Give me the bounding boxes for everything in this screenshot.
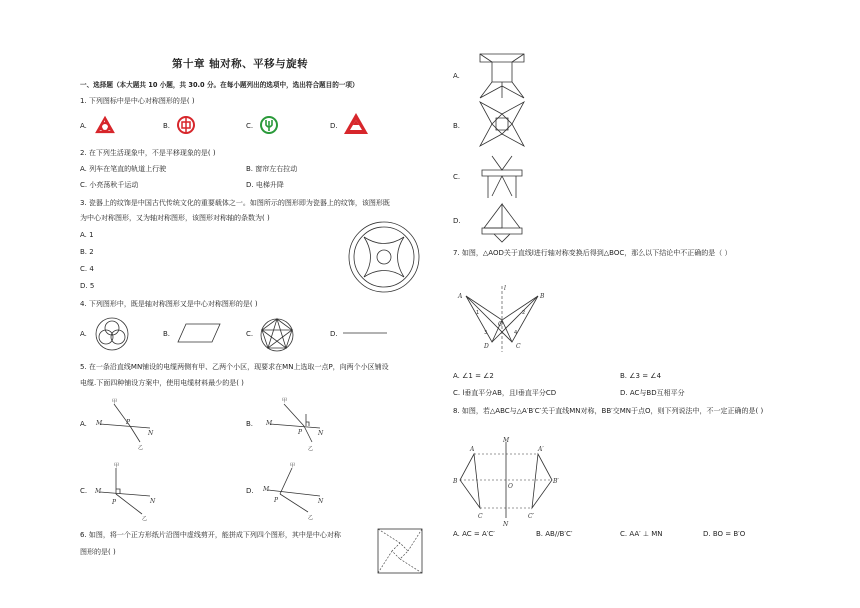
q3-option-d[interactable]: D. 5 — [80, 282, 95, 290]
q5-option-d[interactable]: D. — [246, 487, 254, 495]
q7-stem: 7. 如图，△AOD关于直线l进行轴对称变换后得到△BOC，那么以下结论中不正确的是（ ） — [453, 249, 732, 257]
q6-stem-line2: 图形的是( ) — [80, 548, 116, 556]
svg-text:4: 4 — [514, 330, 518, 336]
q5-stem-line1: 5. 在一条沿直线MN铺设的电缆两侧有甲、乙两个小区，现要求在MN上选取一点P，向两个小区铺设 — [80, 363, 389, 371]
svg-text:A: A — [470, 446, 475, 453]
q2-option-b[interactable]: B. 窗帘左右拉动 — [246, 165, 298, 173]
q4-pentagon-star-figure — [258, 315, 296, 353]
svg-text:N: N — [318, 498, 324, 505]
q6-figure-c — [478, 152, 526, 200]
svg-text:M: M — [266, 420, 273, 427]
q6-stem-line1: 6. 如图，将一个正方形纸片沿图中虚线剪开，能拼成下列四个图形，其中是中心对称 — [80, 531, 341, 539]
svg-text:A′: A′ — [538, 446, 544, 453]
q4-parallelogram-figure — [176, 322, 222, 344]
q7-option-c[interactable]: C. l垂直平分AB，且l垂直平分CD — [453, 389, 557, 397]
svg-text:O: O — [498, 321, 503, 328]
svg-text:C: C — [478, 513, 483, 520]
q1-option-d[interactable]: D. — [330, 122, 338, 130]
q5-option-a[interactable]: A. — [80, 420, 87, 428]
q7-option-b[interactable]: B. ∠3 = ∠4 — [620, 372, 662, 380]
q5-figure-b — [262, 396, 332, 452]
q4-option-b[interactable]: B. — [163, 330, 171, 338]
q6-figure-b — [478, 100, 526, 148]
svg-text:M: M — [96, 420, 103, 427]
q8-stem: 8. 如图，若△ABC与△A′B′C′关于直线MN对称，BB′交MN于点O，则下列说法中，不一定正确的是( ) — [453, 407, 764, 415]
svg-text:P: P — [274, 497, 279, 504]
svg-text:O: O — [508, 483, 513, 490]
svg-text:N: N — [148, 430, 154, 437]
svg-text:甲: 甲 — [282, 398, 288, 404]
q4-option-c[interactable]: C. — [246, 330, 254, 338]
q4-option-d[interactable]: D. — [330, 330, 338, 338]
svg-text:B: B — [453, 478, 458, 485]
svg-text:D: D — [484, 343, 489, 350]
svg-text:P: P — [298, 429, 303, 436]
q6-option-c[interactable]: C. — [453, 173, 461, 181]
q3-option-b[interactable]: B. 2 — [80, 248, 94, 256]
q1-option-c[interactable]: C. — [246, 122, 254, 130]
svg-text:甲: 甲 — [112, 399, 118, 405]
svg-text:M: M — [263, 486, 270, 493]
q8-option-d[interactable]: D. BO = B′O — [703, 530, 746, 538]
svg-text:C′: C′ — [528, 513, 534, 520]
page-title: 第十章 轴对称、平移与旋转 — [172, 58, 309, 70]
q4-segment-figure — [343, 330, 389, 336]
q3-stem-line1: 3. 瓷器上的纹饰是中国古代传统文化的重要载体之一。如图所示的图形即为瓷器上的纹饰，该图形既 — [80, 199, 390, 207]
q1-logo-c-icon — [259, 115, 279, 135]
q1-logo-b-icon — [176, 115, 196, 135]
svg-text:2: 2 — [522, 310, 526, 316]
svg-text:甲: 甲 — [114, 463, 120, 469]
q3-option-a[interactable]: A. 1 — [80, 231, 94, 239]
q8-option-c[interactable]: C. AA′ ⊥ MN — [620, 530, 663, 538]
svg-text:N: N — [503, 521, 509, 528]
svg-text:乙: 乙 — [308, 515, 314, 521]
svg-text:M: M — [95, 488, 102, 495]
q8-option-b[interactable]: B. AB//B′C′ — [536, 530, 573, 538]
q6-square-paper-figure — [377, 528, 423, 574]
q5-option-c[interactable]: C. — [80, 487, 88, 495]
svg-text:P: P — [126, 419, 131, 426]
q5-option-b[interactable]: B. — [246, 420, 254, 428]
q8-figure — [452, 436, 560, 528]
q7-figure — [452, 282, 548, 354]
svg-text:甲: 甲 — [290, 463, 296, 469]
q6-option-d[interactable]: D. — [453, 217, 461, 225]
svg-text:B′: B′ — [553, 478, 559, 485]
q2-option-d[interactable]: D. 电梯升降 — [246, 181, 284, 189]
q6-figure-a — [478, 52, 526, 100]
q6-option-b[interactable]: B. — [453, 122, 461, 130]
section-heading: 一、选择题（本大题共 10 小题，共 30.0 分。在每小题列出的选项中，选出符合题目的一项） — [80, 81, 359, 89]
svg-text:M: M — [503, 437, 510, 444]
svg-text:N: N — [150, 498, 156, 505]
q2-stem: 2. 在下列生活现象中，不是平移现象的是( ) — [80, 149, 216, 157]
svg-text:A: A — [458, 293, 463, 300]
q5-figure-d — [262, 462, 332, 520]
q5-stem-line2: 电缆.下面四种铺设方案中，使用电缆材料最少的是( ) — [80, 379, 244, 387]
svg-text:N: N — [318, 430, 324, 437]
svg-text:C: C — [516, 343, 521, 350]
q4-option-a[interactable]: A. — [80, 330, 87, 338]
q3-stem-line2: 为中心对称图形，又为轴对称图形，该图形对称轴的条数为( ) — [80, 214, 270, 222]
q1-stem: 1. 下列图标中是中心对称图形的是( ) — [80, 97, 195, 105]
q5-figure-a — [94, 398, 164, 450]
q6-option-a[interactable]: A. — [453, 72, 460, 80]
svg-text:乙: 乙 — [142, 516, 148, 522]
svg-text:l: l — [504, 285, 506, 292]
q3-pattern-figure — [347, 220, 421, 294]
q2-option-c[interactable]: C. 小亮荡秋千运动 — [80, 181, 139, 189]
svg-text:1: 1 — [476, 310, 480, 316]
svg-text:P: P — [112, 499, 117, 506]
svg-text:乙: 乙 — [138, 445, 144, 451]
svg-text:3: 3 — [484, 330, 488, 336]
q8-option-a[interactable]: A. AC = A′C′ — [453, 530, 495, 538]
q3-option-c[interactable]: C. 4 — [80, 265, 94, 273]
q1-option-b[interactable]: B. — [163, 122, 171, 130]
q1-option-a[interactable]: A. — [80, 122, 87, 130]
q1-logo-d-icon — [343, 112, 369, 136]
q6-figure-d — [478, 200, 526, 244]
q4-three-circles-figure — [94, 316, 130, 352]
q4-stem: 4. 下列图形中，既是轴对称图形又是中心对称图形的是( ) — [80, 300, 258, 308]
q1-logo-a-icon — [92, 114, 118, 136]
q7-option-d[interactable]: D. AC与BD互相平分 — [620, 389, 685, 397]
svg-text:B: B — [540, 293, 545, 300]
q5-figure-c — [94, 462, 164, 520]
svg-text:乙: 乙 — [308, 446, 314, 452]
q7-option-a[interactable]: A. ∠1 = ∠2 — [453, 372, 494, 380]
q2-option-a[interactable]: A. 列车在笔直的轨道上行驶 — [80, 165, 167, 173]
